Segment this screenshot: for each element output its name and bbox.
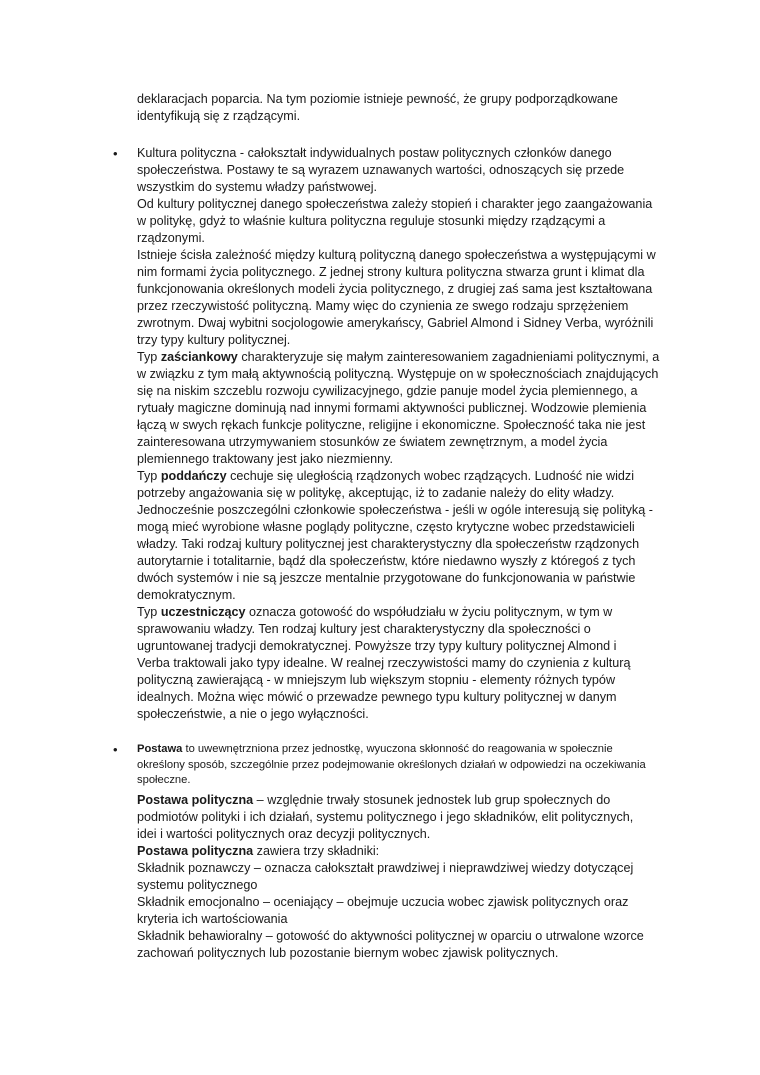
text-line	[137, 843, 677, 860]
type-name-bold: poddańczy	[160, 469, 227, 483]
text-line: polityczną zawierającą - w mniejszym lub większym stopniu - elementy różnych typów	[137, 673, 616, 687]
text-line: łączą w swych rękach funkcje polityczne, religijne i ekonomiczne. Społeczność taka nie jest	[137, 418, 646, 432]
text-line: zachowań politycznych lub pozostanie biernym wobec zjawisk politycznych.	[137, 946, 559, 960]
text-line: rządzonymi.	[137, 231, 205, 245]
text-line	[137, 349, 677, 366]
text-line: mogą mieć wyrobione własne poglądy polityczne, często krytyczne wobec przedstawicieli	[137, 520, 635, 534]
text-line: przez rzeczywistość polityczną. Mamy więc do czynienia ze swego rodzaju sprzężeniem	[137, 299, 629, 313]
text-line: społeczeństwa. Postawy te są wyrazem uznawanych wartości, odnoszących się przede	[137, 163, 625, 177]
text-line: określony sposób, szczególnie przez podejmowanie określonych działań w odpowiedzi na oczekiwania	[137, 758, 646, 771]
text-line: systemu politycznego	[137, 878, 258, 892]
text-line	[137, 792, 677, 809]
text-line: ugruntowanej tradycji demokratycznej. Powyższe trzy typy kultury politycznej Almond i	[137, 639, 617, 653]
type-name-bold: zaściankowy	[160, 350, 238, 364]
postawa-definition	[137, 742, 677, 789]
text-line: identyfikują się z rządzącymi.	[137, 109, 301, 123]
kultura-definition	[137, 145, 677, 196]
bullet-icon: •	[113, 146, 118, 161]
text-line: władzy. Taki rodzaj kultury politycznej jest charakterystyczny dla społeczeństw rządzonych	[137, 537, 640, 551]
text-line: idei i wartości politycznych oraz decyzji politycznych.	[137, 827, 431, 841]
term-bold: Postawa polityczna	[137, 793, 254, 807]
postawa-polityczna-paragraph	[137, 792, 677, 843]
text-line: zainteresowana utrzymywaniem stosunków ze światem zewnętrznym, a model życia	[137, 435, 608, 449]
text-line	[137, 468, 677, 485]
text-line: Istnieje ścisła zależność między kulturą polityczną danego społeczeństwa a występującymi w	[137, 248, 656, 262]
text-line: rytuały magiczne dominują nad innymi formami aktywności publicznej. Wodzowie plemienia	[137, 401, 647, 415]
text-line: podmiotów polityki i ich działań, systemu politycznego i jego składników, elit politycznych,	[137, 810, 634, 824]
text-line	[137, 604, 677, 621]
text-fragment: zawiera trzy składniki:	[253, 844, 380, 858]
text-line: potrzeby angażowania się w politykę, akceptując, iż to zadanie należy do elity władzy.	[137, 486, 615, 500]
text-line: nim formami życia politycznego. Z jednej strony kultura polityczna stwarza grunt i klimat dla	[137, 265, 645, 279]
kultura-paragraph-1	[137, 196, 677, 247]
text-line: idealnych. Można więc mówić o przewadze pewnego typu kultury politycznej w danym	[137, 690, 617, 704]
postawa-components	[137, 843, 677, 962]
type-name-bold: uczestniczący	[160, 605, 246, 619]
text-line: demokratycznym.	[137, 588, 236, 602]
text-fragment: oznacza gotowość do współudziału w życiu politycznym, w tym w	[245, 605, 613, 619]
text-line: Od kultury politycznej danego społeczeństwa zależy stopień i charakter jego zaangażowania	[137, 197, 653, 211]
type-uczestniczacy-paragraph	[137, 604, 677, 723]
text-line: Składnik behawioralny – gotowość do aktywności politycznej w oparciu o utrwalone wzorce	[137, 929, 644, 943]
text-line: Jednocześnie poszczególni członkowie społeczeństwa - jeśli w ogóle interesują się polityką -	[137, 503, 653, 517]
text-line: w politykę, gdyż to właśnie kultura polityczna reguluje stosunki między rządzącymi a	[137, 214, 606, 228]
text-line: autorytarnie i totalitarnie, bądź dla społeczeństw, które niedawno wyszły z któregoś z tych	[137, 554, 636, 568]
text-line: kryteria ich wartościowania	[137, 912, 288, 926]
text-fragment: cechuje się uległością rządzonych wobec rządzących. Ludność nie widzi	[226, 469, 635, 483]
type-prefix: Typ	[137, 469, 161, 483]
text-line: się na niskim szczeblu rozwoju cywilizacyjnego, gdzie panuje model życia plemiennego, a	[137, 384, 638, 398]
text-fragment: charakteryzuje się małym zainteresowaniem zagadnieniami politycznymi, a	[237, 350, 660, 364]
text-line: Składnik poznawczy – oznacza całokształt prawdziwej i nieprawdziwej wiedzy dotyczącej	[137, 861, 634, 875]
type-poddanczy-paragraph	[137, 468, 677, 604]
text-line: wszystkim do systemu władzy państwowej.	[137, 180, 378, 194]
text-line: deklaracjach poparcia. Na tym poziomie istnieje pewność, że grupy podporządkowane	[137, 92, 618, 106]
text-line: zwrotnym. Dwaj wybitni socjologowie amerykańscy, Gabriel Almond i Sidney Verba, wyróżnili	[137, 316, 654, 330]
text-line: Składnik emocjonalno – oceniający – obejmuje uczucia wobec zjawisk politycznych oraz	[137, 895, 629, 909]
type-zasciankowy-paragraph	[137, 349, 677, 468]
type-prefix: Typ	[137, 605, 161, 619]
term-bold: Postawa polityczna	[137, 844, 254, 858]
term-bold: Postawa	[137, 743, 183, 755]
text-line	[137, 742, 677, 758]
text-fragment: to uwewnętrzniona przez jednostkę, wyuczona skłonność do reagowania w społecznie	[182, 743, 613, 755]
text-line: dwóch systemów i nie są jeszcze mentalnie przygotowane do funkcjonowania w państwie	[137, 571, 636, 585]
text-line: trzy typy kultury politycznej.	[137, 333, 291, 347]
text-fragment: – względnie trwały stosunek jednostek lub grup społecznych do	[253, 793, 611, 807]
text-line: społeczeństwie, a nie o jego wyłączności.	[137, 707, 369, 721]
kultura-paragraph-2	[137, 247, 677, 349]
bullet-icon: •	[113, 742, 118, 757]
text-line: społeczne.	[137, 774, 191, 787]
text-line: Verba traktowali jako typy idealne. W realnej rzeczywistości mamy do czynienia z kulturą	[137, 656, 631, 670]
text-line: sprawowaniu władzy. Ten rodzaj kultury jest charakterystyczny dla społeczności o	[137, 622, 591, 636]
type-prefix: Typ	[137, 350, 161, 364]
text-line: funkcjonowania określonych modeli życia politycznego, z drugiej zaś sama jest kształtowana	[137, 282, 653, 296]
text-line: Kultura polityczna - całokształt indywidualnych postaw politycznych członków danego	[137, 146, 612, 160]
text-line: plemiennego traktowany jest jako niezmienny.	[137, 452, 393, 466]
text-line: w związku z tym małą aktywnością polityczną. Występuje on w społecznościach znajdujących	[137, 367, 659, 381]
intro-paragraph	[137, 91, 677, 125]
